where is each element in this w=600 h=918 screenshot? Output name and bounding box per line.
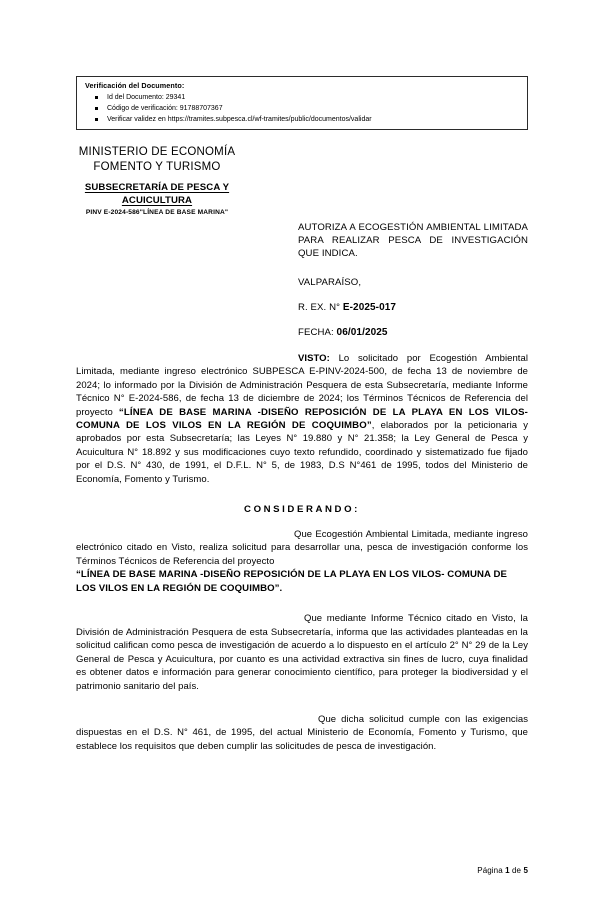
footer-page-current: 1	[505, 866, 510, 875]
considerando-2-lead: Que mediante Informe Técnico citado en	[304, 613, 488, 625]
subsecretaria-line-1: SUBSECRETARÍA DE PESCA Y	[84, 182, 230, 193]
spacer-3	[76, 693, 528, 713]
verification-box	[76, 76, 528, 130]
ministry-line-1: MINISTERIO DE ECONOMÍA	[78, 146, 236, 158]
considerando-1-lead: Que Ecogestión Ambiental Limitada,	[294, 529, 451, 541]
footer-page-label: Página	[477, 866, 503, 875]
visto-heading: VISTO:	[298, 353, 330, 364]
resolution-header	[298, 221, 528, 338]
considerando-1-rest: mediante ingreso electrónico citado en Visto, realiza solicitud para desarrollar una, pesca de investigación conforme los Términos Técnicos de Referencia del proyecto	[76, 529, 528, 567]
considerando-1-project-title: “LÍNEA DE BASE MARINA -DISEÑO REPOSICIÓN DE LA PLAYA EN LOS VILOS- COMUNA DE LOS VILOS EN LA REGIÓN DE COQUIMBO”.	[76, 569, 508, 594]
spacer-2	[76, 595, 528, 612]
visto-paragraph	[76, 352, 528, 486]
footer-page-total: 5	[523, 866, 528, 875]
subsecretaria-heading	[32, 182, 282, 207]
considerando-paragraph-1	[76, 528, 528, 568]
visto-project-title: “LÍNEA DE BASE MARINA -DISEÑO REPOSICIÓN DE LA PLAYA EN LOS VILOS- COMUNA DE LOS VILOS EN LA REGIÓN DE COQUIMBO”	[76, 406, 528, 432]
verification-title: Verificación del Documento:	[85, 81, 185, 90]
considerando-heading: CONSIDERANDO:	[244, 504, 360, 516]
visto-text-part-2: , elaborados por la peticionaria y aprobados por esta Subsecretaría; las Leyes N° 19.880 y N° 21.358; la Ley General de Pesca y Acuicultura N° 18.892 y sus modificaciones cuyo texto refundido, coordinado y sistematizado fue fijado por el D.S. N° 430, de 1991, el D.F.L. N° 5, de 1983, D.S N°461 de 1995, todos del Ministerio de Economía, Fomento y Turismo.	[76, 420, 528, 485]
verification-item-id: Id del Documento: 29341	[107, 92, 527, 103]
considerando-paragraph-2	[76, 612, 528, 692]
resolution-number-row	[298, 302, 528, 313]
rex-number: E-2025-017	[342, 301, 397, 313]
page-footer	[0, 866, 528, 875]
document-body	[76, 352, 528, 753]
visto-text-part-1: Lo solicitado por Ecogestión Ambiental Limitada, mediante ingreso electrónico SUBPESCA E-PINV-2024-500, de fecha 13 de noviembre de 2024; lo informado por la División de Administración Pesquera de esta Subsecretaría, mediante Informe Técnico N° E-2024-586, de fecha 13 de diciembre de 2024; los Términos Técnicos de Referencia del proyecto	[76, 353, 528, 418]
ministry-heading	[32, 145, 282, 175]
footer-page-of: de	[512, 866, 522, 875]
resolution-subject: AUTORIZA A ECOGESTIÓN AMBIENTAL LIMITADA PARA REALIZAR PESCA DE INVESTIGACIÓN QUE INDICA.	[298, 222, 528, 260]
considerando-3-rest: exigencias dispuestas en el D.S. N° 461, de 1995, del actual Ministerio de Economía, Fomento y Turismo, que establece los requisitos que deben cumplir las solicitudes de pesca de investigación.	[76, 713, 528, 752]
verification-item-code: Código de verificación: 91788707367	[107, 103, 527, 114]
date-label: FECHA:	[298, 326, 334, 338]
considerando-2-rest: Visto, la División de Administración Pesquera de esta Subsecretaría, informa que las actividades planteadas en la solicitud califican como pesca de investigación de acuerdo a lo dispuesto en el artículo 2° N° 29 de la Ley General de Pesca y Acuicultura, por cuanto es una actividad extractiva sin fines de lucro, cuya finalidad es obtener datos e información para generar conocimiento científico, para proteger la biodiversidad y el patrimonio sanitario del país.	[76, 613, 528, 692]
subsecretaria-line-2: ACUICULTURA	[121, 194, 193, 206]
verification-item-url: Verificar validez en https://tramites.subpesca.cl/wf-tramites/public/documentos/validar	[107, 114, 527, 125]
resolution-city: VALPARAÍSO,	[298, 276, 362, 288]
rex-label: R. EX. N°	[298, 301, 341, 313]
considerando-paragraph-3	[76, 713, 528, 753]
date-value: 06/01/2025	[336, 326, 388, 338]
resolution-date-row	[298, 327, 528, 338]
ministry-line-2: FOMENTO Y TURISMO	[93, 161, 221, 173]
verification-list	[85, 92, 527, 125]
project-code-line: PINV E-2024-586"LÍNEA DE BASE MARINA"	[85, 209, 229, 216]
considerando-3-lead: Que dicha solicitud cumple con las	[318, 713, 478, 725]
spacer-1	[76, 515, 528, 528]
